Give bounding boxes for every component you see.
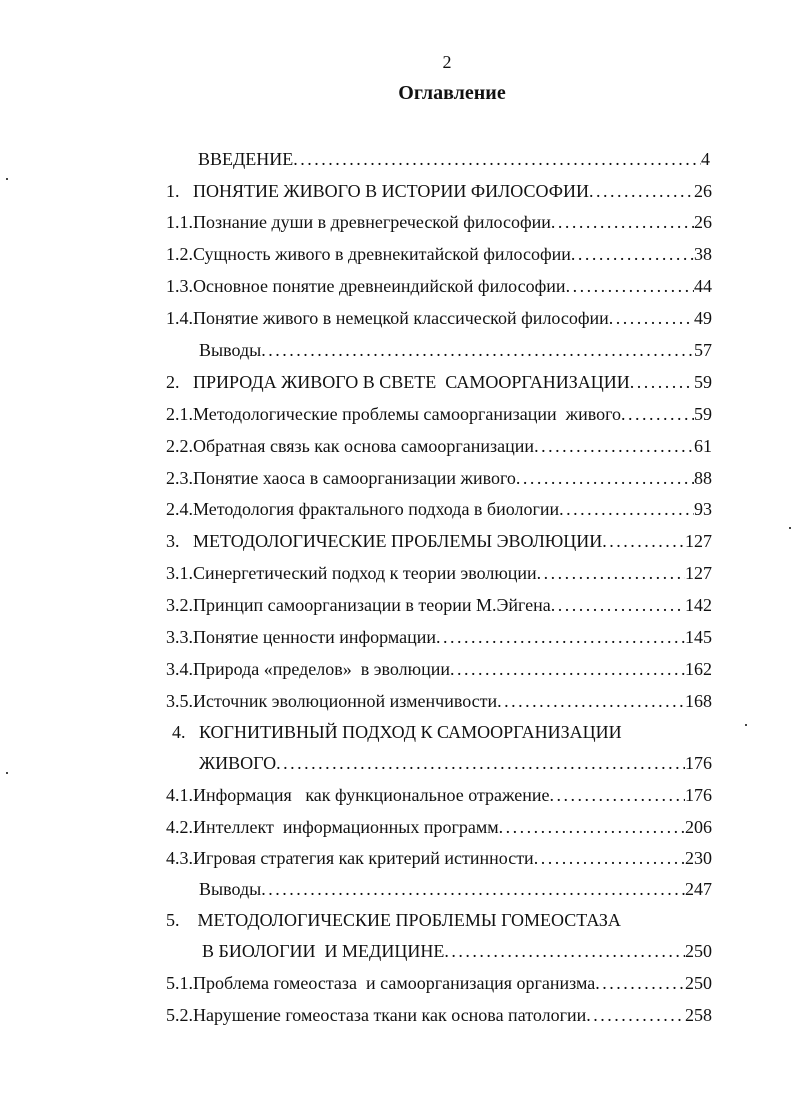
toc-entry-text: 5. МЕТОДОЛОГИЧЕСКИЕ ПРОБЛЕМЫ ГОМЕОСТАЗА bbox=[166, 910, 621, 930]
toc-leader bbox=[276, 752, 685, 774]
toc-entry-page: 26 bbox=[694, 212, 712, 232]
toc-entry-3-2[interactable] bbox=[166, 594, 712, 616]
toc-entry-text: 3.4.Природа «пределов» в эволюции bbox=[166, 659, 450, 679]
toc-entry-text: 4.1.Информация как функциональное отражение bbox=[166, 785, 550, 805]
toc-entry-page: 38 bbox=[694, 244, 712, 264]
toc-entry-5-1[interactable] bbox=[166, 972, 712, 994]
toc-entry-3-4[interactable] bbox=[166, 658, 712, 680]
toc-entry-chapter-5-cont[interactable] bbox=[202, 940, 712, 962]
toc-entry-text: 2.1.Методологические проблемы самоорганизации живого bbox=[166, 404, 622, 424]
toc-entry-chapter-1[interactable] bbox=[166, 180, 712, 202]
toc-leader bbox=[444, 940, 685, 962]
toc-entry-2-1[interactable] bbox=[166, 403, 712, 425]
toc-entry-1-4[interactable] bbox=[166, 307, 712, 329]
toc-leader bbox=[436, 626, 685, 648]
toc-leader bbox=[516, 467, 694, 489]
toc-entry-text: ВВЕДЕНИЕ bbox=[198, 149, 294, 169]
toc-entry-1-3[interactable] bbox=[166, 275, 712, 297]
toc-entry-text: 3.5.Источник эволюционной изменчивости bbox=[166, 691, 498, 711]
toc-entry-text: 2.2.Обратная связь как основа самоорганизации bbox=[166, 436, 535, 456]
toc-entry-page: 88 bbox=[694, 468, 712, 488]
scan-speck bbox=[6, 772, 8, 774]
toc-leader bbox=[261, 878, 685, 900]
toc-entry-text: В БИОЛОГИИ И МЕДИЦИНЕ bbox=[202, 941, 445, 961]
toc-leader bbox=[609, 307, 694, 329]
toc-entry-4-3[interactable] bbox=[166, 847, 712, 869]
toc-entry-page: 4 bbox=[701, 149, 710, 169]
toc-entry-page: 176 bbox=[685, 753, 712, 773]
toc-entry-text: 1.2.Сущность живого в древнекитайской философии bbox=[166, 244, 571, 264]
toc-entry-text: 3.2.Принцип самоорганизации в теории М.Эйгена bbox=[166, 595, 551, 615]
toc-leader bbox=[621, 403, 694, 425]
toc-entry-text: 3. МЕТОДОЛОГИЧЕСКИЕ ПРОБЛЕМЫ ЭВОЛЮЦИИ bbox=[166, 531, 603, 551]
toc-entry-text: Выводы bbox=[199, 879, 262, 899]
toc-entry-chapter-5[interactable] bbox=[166, 909, 712, 931]
toc-entry-4-1[interactable] bbox=[166, 784, 712, 806]
toc-leader bbox=[586, 1004, 685, 1026]
page-title: Оглавление bbox=[398, 82, 506, 104]
toc-entry-chapter-4-cont[interactable] bbox=[199, 752, 712, 774]
toc-entry-page: 59 bbox=[694, 372, 712, 392]
toc-entry-page: 142 bbox=[685, 595, 712, 615]
toc-entry-text: 1.3.Основное понятие древнеиндийской философии bbox=[166, 276, 566, 296]
toc-leader bbox=[534, 847, 685, 869]
toc-entry-2-2[interactable] bbox=[166, 435, 712, 457]
scan-speck bbox=[745, 724, 747, 726]
toc-entry-page: 247 bbox=[685, 879, 712, 899]
toc-leader bbox=[497, 690, 685, 712]
toc-entry-page: 250 bbox=[685, 973, 712, 993]
toc-entry-text: 3.3.Понятие ценности информации bbox=[166, 627, 437, 647]
toc-leader bbox=[595, 972, 685, 994]
toc-entry-3-3[interactable] bbox=[166, 626, 712, 648]
toc-entry-text: 4.2.Интеллект информационных программ bbox=[166, 817, 499, 837]
toc-entry-text: 2. ПРИРОДА ЖИВОГО В СВЕТЕ САМООРГАНИЗАЦИИ bbox=[166, 372, 630, 392]
toc-entry-chapter-4[interactable] bbox=[172, 721, 712, 743]
toc-leader bbox=[537, 562, 685, 584]
toc-entry-text: 3.1.Синергетический подход к теории эволюции bbox=[166, 563, 537, 583]
toc-entry-text: 2.3.Понятие хаоса в самоорганизации живого bbox=[166, 468, 516, 488]
toc-leader bbox=[293, 148, 701, 170]
toc-entry-page: 49 bbox=[694, 308, 712, 328]
toc-entry-conclusions-1[interactable] bbox=[199, 339, 712, 361]
toc-leader bbox=[551, 211, 694, 233]
toc-entry-page: 250 bbox=[685, 941, 712, 961]
toc-entry-text: 5.1.Проблема гомеостаза и самоорганизация организма bbox=[166, 973, 596, 993]
toc-leader bbox=[602, 530, 685, 552]
toc-entry-page: 176 bbox=[685, 785, 712, 805]
toc-entry-text: 4.3.Игровая стратегия как критерий истинности bbox=[166, 848, 534, 868]
toc-entry-1-1[interactable] bbox=[166, 211, 712, 233]
toc-entry-text: 2.4.Методология фрактального подхода в биологии bbox=[166, 499, 560, 519]
toc-entry-2-4[interactable] bbox=[166, 498, 712, 520]
toc-entry-1-2[interactable] bbox=[166, 243, 712, 265]
toc-entry-chapter-2[interactable] bbox=[166, 371, 712, 393]
toc-entry-3-1[interactable] bbox=[166, 562, 712, 584]
toc-leader bbox=[551, 594, 685, 616]
toc-entry-text: 5.2.Нарушение гомеостаза ткани как основа патологии bbox=[166, 1005, 587, 1025]
toc-entry-page: 127 bbox=[685, 563, 712, 583]
toc-entry-5-2[interactable] bbox=[166, 1004, 712, 1026]
toc-entry-page: 44 bbox=[694, 276, 712, 296]
toc-entry-text: 1.1.Познание души в древнегреческой философии bbox=[166, 212, 551, 232]
toc-entry-text: 1.4.Понятие живого в немецкой классической философии bbox=[166, 308, 609, 328]
toc-entry-introduction[interactable] bbox=[198, 148, 710, 170]
toc-leader bbox=[549, 784, 685, 806]
toc-leader bbox=[571, 243, 694, 265]
toc-leader bbox=[589, 180, 694, 202]
toc-entry-page: 230 bbox=[685, 848, 712, 868]
toc-entry-page: 26 bbox=[694, 181, 712, 201]
toc-leader bbox=[261, 339, 694, 361]
toc-entry-page: 61 bbox=[694, 436, 712, 456]
toc-entry-3-5[interactable] bbox=[166, 690, 712, 712]
toc-entry-text: Выводы bbox=[199, 340, 262, 360]
scan-speck bbox=[789, 527, 791, 529]
toc-entry-page: 206 bbox=[685, 817, 712, 837]
page-number: 2 bbox=[442, 52, 452, 72]
toc-entry-conclusions-4[interactable] bbox=[199, 878, 712, 900]
toc-entry-page: 258 bbox=[685, 1005, 712, 1025]
toc-entry-page: 145 bbox=[685, 627, 712, 647]
toc-entry-page: 93 bbox=[694, 499, 712, 519]
toc-leader bbox=[559, 498, 694, 520]
toc-entry-page: 162 bbox=[685, 659, 712, 679]
toc-entry-text: 4. КОГНИТИВНЫЙ ПОДХОД К САМООРГАНИЗАЦИИ bbox=[172, 722, 622, 742]
toc-entry-chapter-3[interactable] bbox=[166, 530, 712, 552]
toc-leader bbox=[630, 371, 694, 393]
toc-entry-4-2[interactable] bbox=[166, 816, 712, 838]
toc-leader bbox=[566, 275, 694, 297]
toc-entry-page: 59 bbox=[694, 404, 712, 424]
toc-entry-page: 168 bbox=[685, 691, 712, 711]
toc-entry-2-3[interactable] bbox=[166, 467, 712, 489]
toc-entry-text: ЖИВОГО bbox=[199, 753, 277, 773]
scan-speck bbox=[6, 178, 8, 180]
toc-leader bbox=[499, 816, 685, 838]
toc-entry-page: 127 bbox=[685, 531, 712, 551]
toc-entry-page: 57 bbox=[694, 340, 712, 360]
toc-leader bbox=[450, 658, 685, 680]
toc-entry-text: 1. ПОНЯТИЕ ЖИВОГО В ИСТОРИИ ФИЛОСОФИИ bbox=[166, 181, 589, 201]
toc-leader bbox=[534, 435, 694, 457]
